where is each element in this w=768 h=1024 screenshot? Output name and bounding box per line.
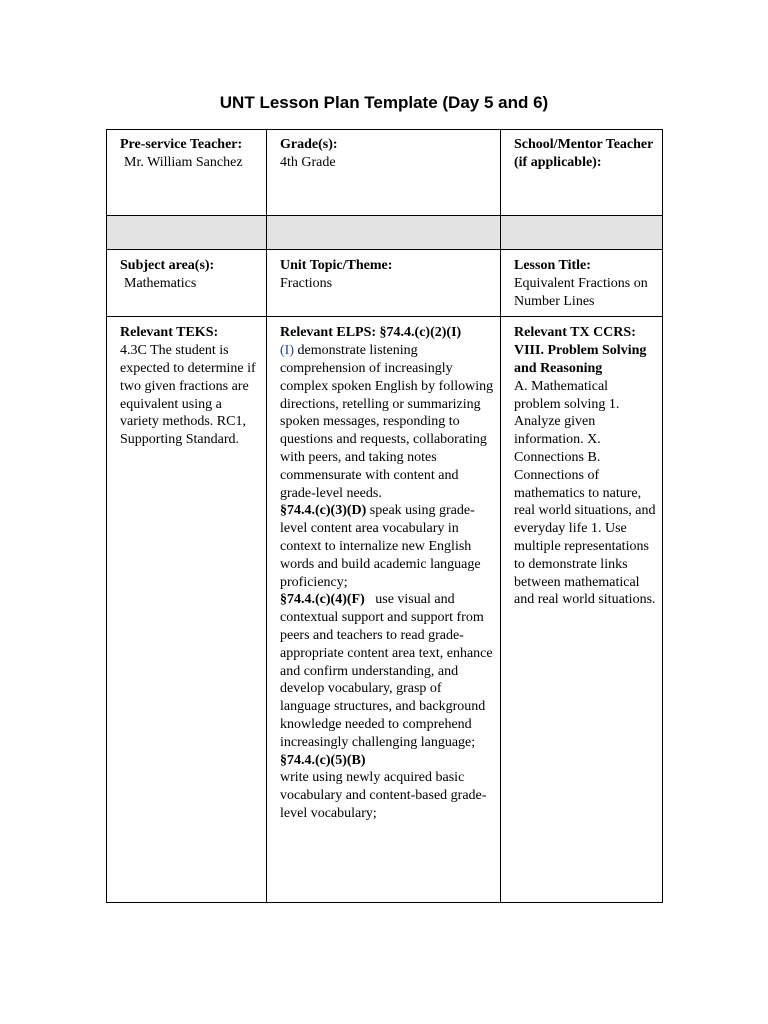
teks-label: Relevant TEKS: — [120, 325, 219, 341]
table-row — [107, 130, 663, 216]
elps-b-paragraph — [280, 752, 494, 823]
elps-i-text: demonstrate listening comprehension of increasingly complex spoken English by following directions, retelling or summarizing spoken messages, responding to questions and requests, collaborating with peers, and taking notes commensurate with content and grade-level needs. — [280, 343, 494, 501]
topic-label: Unit Topic/Theme: — [280, 258, 393, 273]
elps-d-code: §74.4.(c)(3)(D) — [280, 503, 367, 519]
blank-cell — [107, 216, 267, 250]
table-row — [107, 250, 663, 317]
topic-cell — [267, 250, 501, 317]
table-row — [107, 317, 663, 903]
blank-cell — [267, 216, 501, 250]
school-cell — [501, 130, 663, 216]
blank-cell — [501, 216, 663, 250]
teks-text: 4.3C The student is expected to determine if two given fractions are equivalent using a variety methods. RC1, Supporting Standard. — [120, 343, 256, 448]
teacher-cell — [107, 130, 267, 216]
subject-cell — [107, 250, 267, 317]
elps-d-paragraph — [280, 502, 494, 591]
grade-value: 4th Grade — [280, 154, 336, 170]
ccrs-cell — [501, 317, 663, 903]
table-row-blank — [107, 216, 663, 250]
teacher-label: Pre-service Teacher: — [120, 137, 243, 152]
subject-label: Subject area(s): — [120, 258, 215, 273]
subject-value: Mathematics — [124, 275, 197, 291]
ccrs-text: A. Mathematical problem solving 1. Analyze given information. X. Connections B. Connections of mathematics to nature, real world situations, and everyday life 1. Use multiple representations to demonstrate links between mathematical and real world situations. — [514, 378, 656, 608]
lesson-title-cell — [501, 250, 663, 317]
topic-value: Fractions — [280, 275, 333, 291]
elps-cell — [267, 317, 501, 903]
school-label: School/Mentor Teacher (if applicable): — [514, 137, 654, 170]
teks-cell — [107, 317, 267, 903]
lesson-title-value: Equivalent Fractions on Number Lines — [514, 275, 648, 309]
elps-b-text: write using newly acquired basic vocabulary and content-based grade-level vocabulary; — [280, 770, 487, 821]
elps-i-paragraph — [280, 342, 494, 502]
elps-d-text: speak using grade-level content area vocabulary in context to internalize new English words and build academic language proficiency; — [280, 503, 481, 590]
grade-cell — [267, 130, 501, 216]
elps-f-paragraph — [280, 591, 497, 751]
ccrs-label: Relevant TX CCRS: VIII. Problem Solving and Reasoning — [514, 325, 647, 376]
grade-label: Grade(s): — [280, 137, 338, 152]
lesson-plan-table — [106, 129, 663, 903]
teacher-value: Mr. William Sanchez — [124, 154, 243, 170]
elps-b-code: §74.4.(c)(5)(B) — [280, 752, 366, 768]
elps-label: Relevant ELPS: §74.4.(c)(2)(I) — [280, 325, 462, 341]
page-title: UNT Lesson Plan Template (Day 5 and 6) — [219, 93, 549, 112]
elps-f-code: §74.4.(c)(4)(F) — [280, 592, 365, 608]
elps-i-marker: (I) — [280, 343, 294, 359]
elps-f-text: use visual and contextual support and support from peers and teachers to read grade-appropriate content area text, enhance and confirm understanding, and develop vocabulary, grasp of language structures, and background knowledge needed to comprehend increasingly challenging language; — [280, 592, 497, 750]
lesson-title-label: Lesson Title: — [514, 258, 591, 273]
